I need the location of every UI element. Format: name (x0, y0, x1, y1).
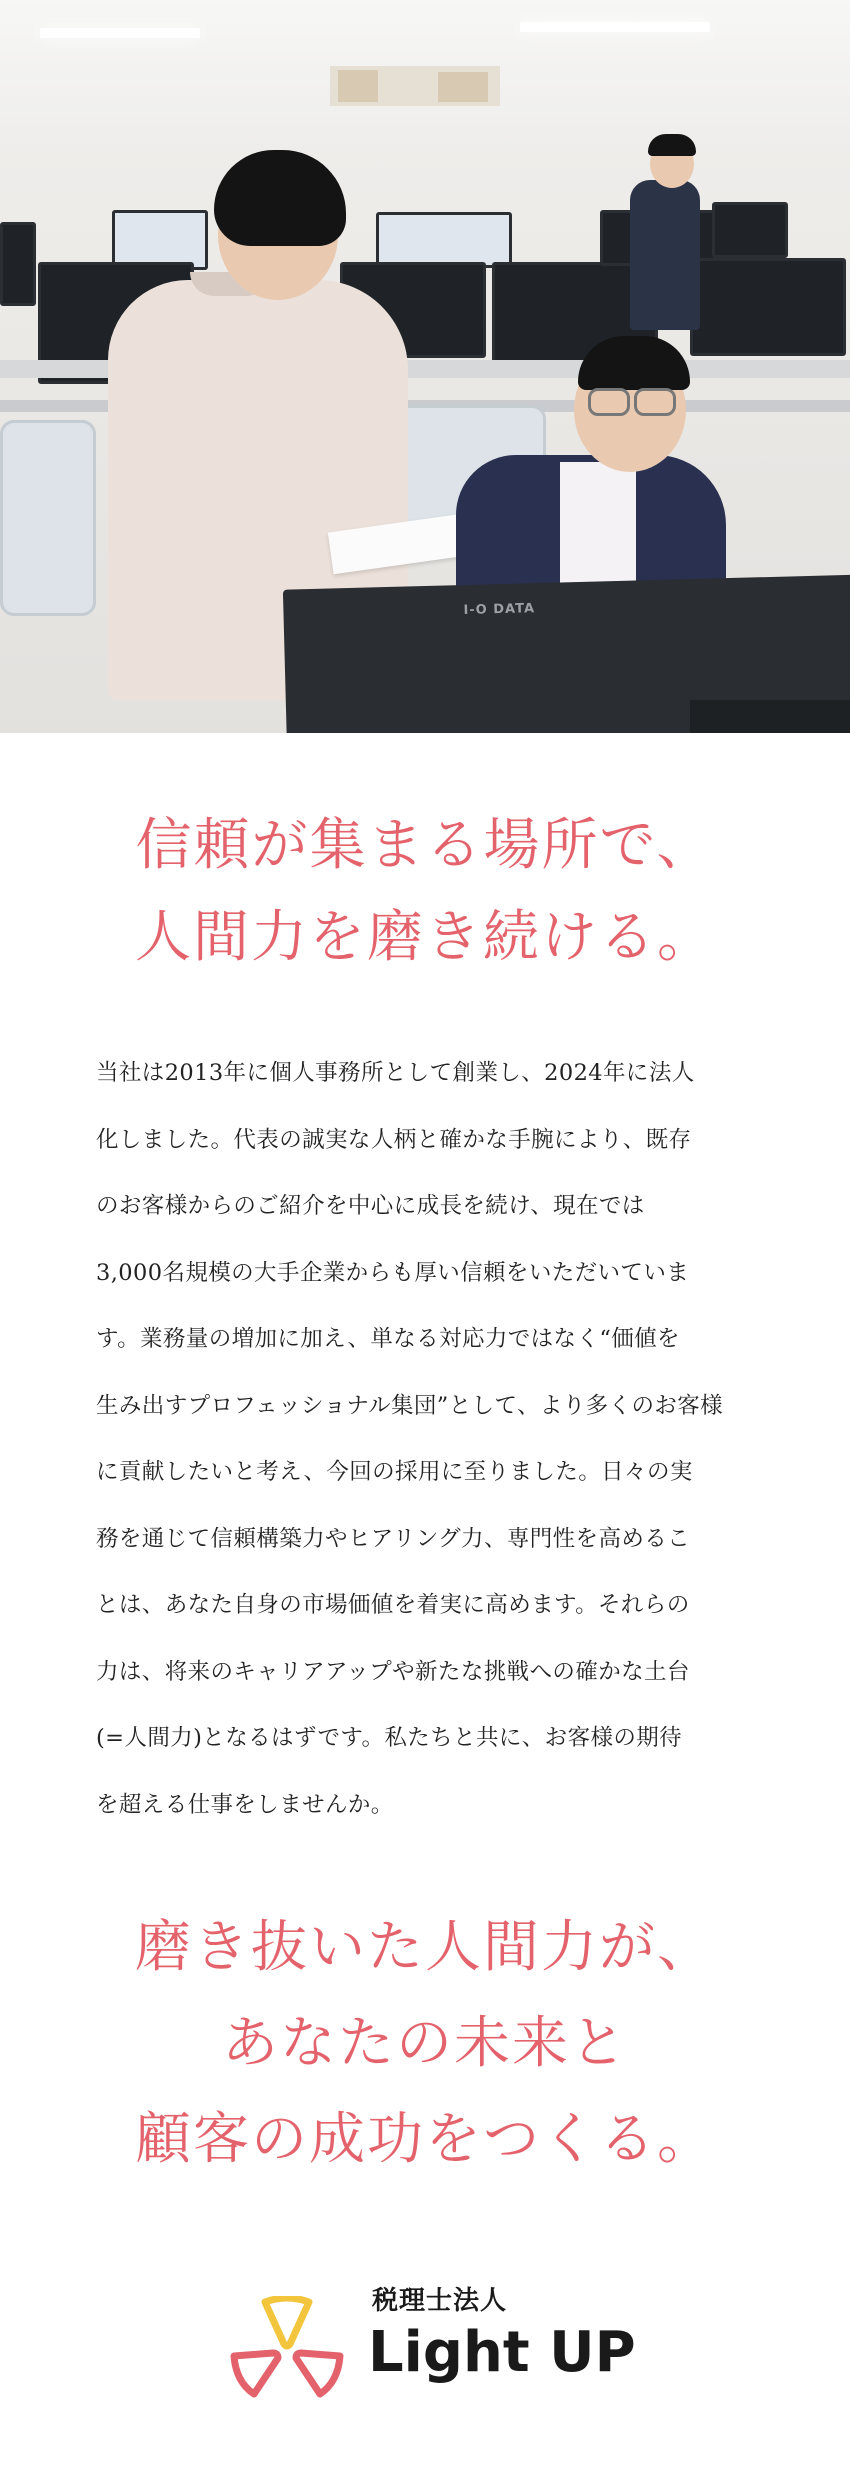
logo-name: Light UP (368, 2320, 636, 2385)
body-line: す。業務量の増加に加え、単なる対応力ではなく“価値を (96, 1326, 680, 1352)
background-monitor (112, 210, 208, 270)
headline-line: 人間力を磨き続ける。 (135, 905, 715, 970)
cardboard-box (438, 72, 488, 102)
office-photo (0, 0, 850, 733)
company-logo (228, 2274, 648, 2404)
background-monitor (690, 258, 846, 356)
ceiling-light (520, 22, 710, 32)
background-monitor (712, 202, 788, 258)
body-line: とは、あなた自身の市場価値を着実に高めます。それらの (96, 1592, 690, 1618)
foreground-monitor (690, 700, 850, 733)
logo-subtitle: 税理士法人 (372, 2286, 508, 2316)
body-line: 当社は2013年に個人事務所として創業し、2024年に法人 (96, 1060, 695, 1086)
headline-bottom (0, 1900, 850, 2188)
headline-line: 信頼が集まる場所で、 (135, 813, 715, 878)
body-line: 化しました。代表の誠実な人柄と確かな手腕により、既存 (96, 1126, 692, 1153)
company-description (96, 1040, 760, 1838)
body-line: を超える仕事をしませんか。 (96, 1791, 394, 1818)
body-line: 務を通じて信頼構築力やヒアリング力、専門性を高めるこ (96, 1525, 691, 1552)
light-up-logo-icon (228, 2296, 346, 2400)
body-line: (=人間力)となるはずです。私たちと共に、お客様の期待 (96, 1725, 683, 1751)
background-monitor (376, 212, 512, 268)
body-line: に貢献したいと考え、今回の採用に至りました。日々の実 (96, 1459, 693, 1485)
headline-line: 磨き抜いた人間力が、 (135, 1915, 715, 1980)
body-line: のお客様からのご紹介を中心に成長を続け、現在では (96, 1193, 645, 1219)
body-line: 3,000名規模の大手企業からも厚い信頼をいただいていま (96, 1259, 690, 1286)
office-chair (0, 420, 96, 616)
body-line: 生み出すプロフェッショナル集団”として、より多くのお客様 (96, 1392, 724, 1419)
ceiling-light (40, 28, 200, 38)
headline-top (0, 800, 850, 984)
headline-line: あなたの未来と (222, 2011, 628, 2076)
body-line: 力は、将来のキャリアアップや新たな挑戦への確かな土台 (96, 1658, 690, 1685)
cardboard-box (338, 70, 378, 102)
monitor-brand-label: I-O DATA (463, 601, 536, 619)
headline-line: 顧客の成功をつくる。 (135, 2107, 715, 2172)
background-monitor (0, 222, 36, 306)
